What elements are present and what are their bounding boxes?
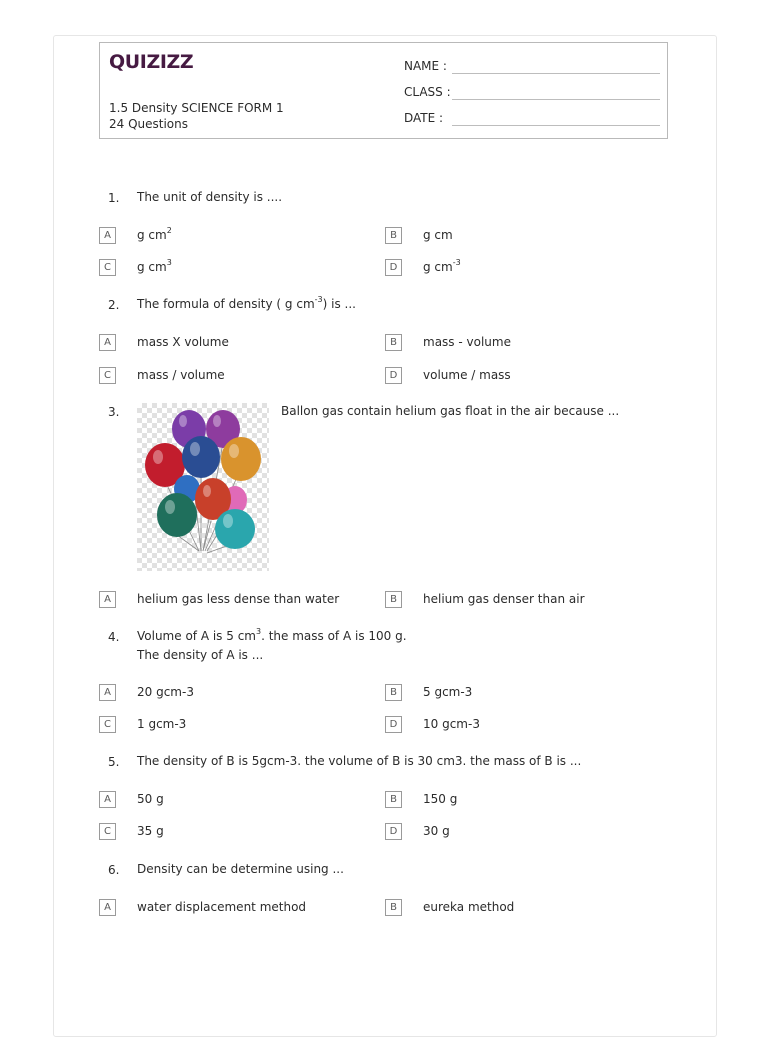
name-line — [452, 73, 660, 74]
question-text: The formula of density ( g $cm^{-3}$) is ... — [137, 295, 356, 311]
option-letter: D — [385, 823, 402, 840]
option-letter: A — [99, 684, 116, 701]
option-text: 20 gcm-3 — [137, 685, 194, 699]
option-letter: B — [385, 591, 402, 608]
question-number: 3. — [108, 405, 120, 419]
option-letter: D — [385, 716, 402, 733]
worksheet-title: 1.5 Density SCIENCE FORM 1 — [109, 101, 284, 115]
worksheet-header — [99, 42, 668, 139]
option-text: mass - volume — [423, 335, 511, 349]
option-letter: C — [99, 259, 116, 276]
name-field[interactable] — [404, 59, 447, 73]
option-text: mass X volume — [137, 335, 229, 349]
option-letter: A — [99, 227, 116, 244]
question-number: 6. — [108, 863, 120, 877]
question-number: 5. — [108, 755, 120, 769]
date-field[interactable] — [404, 111, 443, 125]
option-letter: B — [385, 334, 402, 351]
class-line — [452, 99, 660, 100]
option-text: g cm — [423, 228, 453, 242]
option-text: g $cm^2$ — [137, 226, 172, 242]
class-label: CLASS : — [404, 85, 451, 99]
option-letter: D — [385, 259, 402, 276]
question-count: 24 Questions — [109, 117, 189, 131]
question-text: Volume of A is 5 $cm^3$. the mass of A is 100 g. The density of A is ... — [137, 627, 407, 662]
option-text: volume / mass — [423, 368, 511, 382]
option-letter: B — [385, 899, 402, 916]
option-text: water displacement method — [137, 900, 307, 914]
date-label: DATE : — [404, 111, 444, 125]
option-letter: A — [99, 791, 116, 808]
option-text: 10 gcm-3 — [423, 717, 480, 731]
question-text: Ballon gas contain helium gas float in the air because ... — [281, 404, 620, 418]
option-text: 50 g — [137, 792, 164, 806]
option-text: 35 g — [137, 824, 164, 838]
option-text: 30 g — [423, 824, 450, 838]
question-text: The density of B is 5gcm-3. the volume of B is 30 cm3. the mass of B is ... — [137, 754, 582, 768]
option-text: 1 gcm-3 — [137, 717, 187, 731]
option-text: mass / volume — [137, 368, 225, 382]
balloons-illustration — [137, 403, 269, 571]
option-text: eureka method — [423, 900, 515, 914]
option-letter: B — [385, 684, 402, 701]
option-letter: B — [385, 227, 402, 244]
option-letter: B — [385, 791, 402, 808]
date-line — [452, 125, 660, 126]
option-text: helium gas less dense than water — [137, 592, 340, 606]
question-number: 4. — [108, 630, 120, 644]
question-text: Density can be determine using ... — [137, 862, 344, 876]
option-text: helium gas denser than air — [423, 592, 585, 606]
question-number: 2. — [108, 298, 120, 312]
option-letter: C — [99, 823, 116, 840]
option-letter: A — [99, 334, 116, 351]
question-number: 1. — [108, 191, 120, 205]
option-letter: A — [99, 591, 116, 608]
option-letter: C — [99, 367, 116, 384]
question-text: The unit of density is .... — [137, 190, 283, 204]
option-letter: C — [99, 716, 116, 733]
balloons-image — [137, 403, 269, 571]
option-text: g $cm^{-3}$ — [423, 258, 461, 274]
name-label: NAME : — [404, 59, 447, 73]
option-text: g $cm^3$ — [137, 258, 172, 274]
quizizz-logo: QUIZIZZ — [109, 51, 194, 73]
option-letter: D — [385, 367, 402, 384]
option-text: 150 g — [423, 792, 458, 806]
class-field[interactable] — [404, 85, 451, 99]
option-text: 5 gcm-3 — [423, 685, 473, 699]
option-letter: A — [99, 899, 116, 916]
